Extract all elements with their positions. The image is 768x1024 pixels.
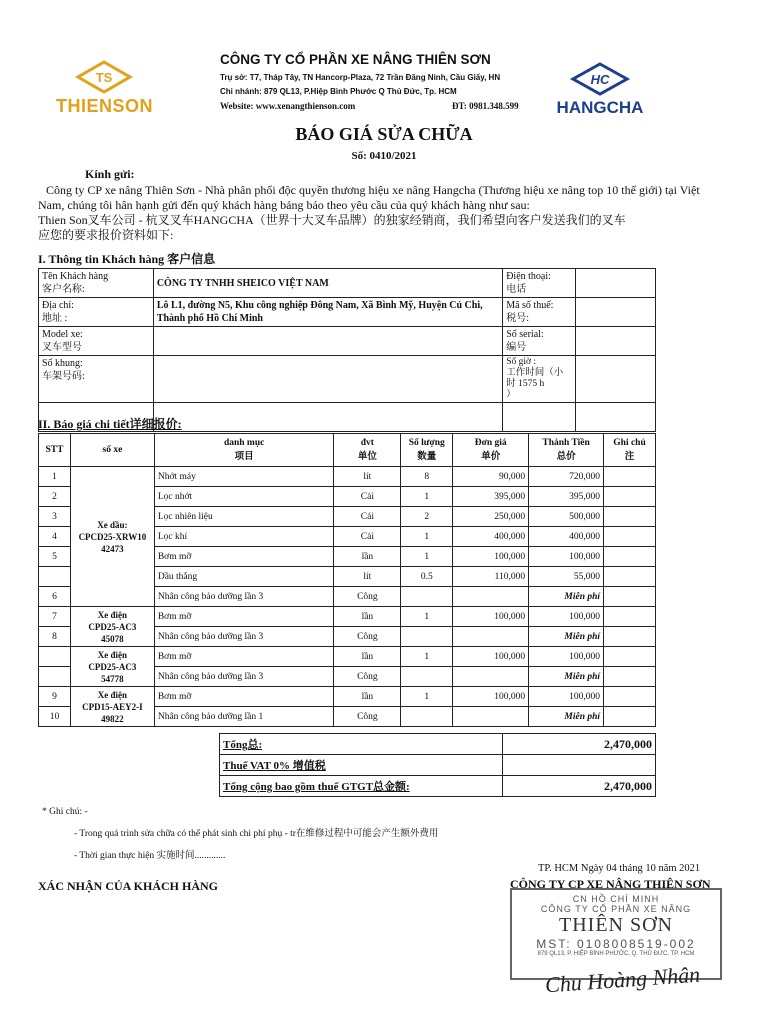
cell-stt: 7: [39, 607, 71, 627]
cell-price: 400,000: [453, 527, 529, 547]
empty-cell: [153, 403, 502, 432]
cell-total: 100,000: [529, 607, 604, 627]
svg-text:TS: TS: [95, 70, 113, 85]
cell-note: [604, 487, 656, 507]
grand-total-value: 2,470,000: [503, 776, 656, 797]
cell-price: 100,000: [453, 647, 529, 667]
model-label: Model xe: 叉车型号: [39, 327, 154, 356]
cell-price: 90,000: [453, 467, 529, 487]
cell-total: 55,000: [529, 567, 604, 587]
cell-qty: 1: [401, 687, 453, 707]
customer-address-label: Địa chỉ: 地址 :: [39, 298, 154, 327]
cell-item: Nhân công bảo dưỡng lần 1: [154, 707, 334, 727]
cell-unit: Công: [334, 707, 401, 727]
stamp-line: THIÊN SƠN: [559, 914, 673, 936]
company-phone: ĐT: 0981.348.599: [452, 101, 519, 111]
cell-note: [604, 467, 656, 487]
table-row: [39, 467, 656, 487]
stamp-line: CÔNG TY CỔ PHẦN XE NÂNG: [540, 904, 692, 914]
document-number: Số: 0410/2021: [351, 150, 417, 162]
cell-price: [453, 587, 529, 607]
cell-unit: lần: [334, 547, 401, 567]
section-quote-detail: II. Báo giá chi tiết详细报价:: [38, 417, 182, 431]
vat-value: [503, 755, 656, 776]
customer-phone: [576, 269, 656, 298]
cell-qty: 1: [401, 527, 453, 547]
signing-company: CÔNG TY CP XE NÂNG THIÊN SƠN: [510, 877, 711, 891]
cell-price: 395,000: [453, 487, 529, 507]
cell-note: [604, 527, 656, 547]
subtotal-label: Tổng总:: [220, 734, 503, 755]
cell-total: Miễn phí: [529, 587, 604, 607]
customer-name-label: Tên Khách hàng 客户名称:: [39, 269, 154, 298]
header-total: Thành Tiền 总价: [529, 434, 604, 467]
cell-total: 100,000: [529, 647, 604, 667]
company-address: Trụ sở: T7, Tháp Tây, TN Hancorp-Plaza, 72 Trần Đăng Ninh, Cầu Giấy, HN: [220, 73, 501, 82]
cell-item: Nhân công bảo dưỡng lần 3: [154, 667, 334, 687]
hours-value: [576, 356, 656, 403]
cell-item: Lọc nhiên liệu: [154, 507, 334, 527]
table-row: [39, 687, 656, 707]
cell-unit: lít: [334, 467, 401, 487]
cell-unit: lần: [334, 647, 401, 667]
cell-qty: [401, 667, 453, 687]
empty-cell: [576, 403, 656, 432]
stamp-line: 879 QL13, P. HIỆP BÌNH PHƯỚC, Q. THỦ ĐỨC, TP. HCM: [537, 951, 695, 957]
cell-unit: Cái: [334, 527, 401, 547]
cell-price: 100,000: [453, 607, 529, 627]
cell-item: Bơm mỡ: [154, 647, 334, 667]
cell-note: [604, 687, 656, 707]
cell-note: [604, 567, 656, 587]
header-qty: Số lượng 数量: [401, 434, 453, 467]
cell-price: [453, 667, 529, 687]
cell-total: 400,000: [529, 527, 604, 547]
cell-qty: [401, 627, 453, 647]
notes-line: - Thời gian thực hiện 实施时间.............: [74, 851, 226, 861]
frame-value: [153, 356, 502, 403]
cell-unit: lần: [334, 607, 401, 627]
cell-price: [453, 627, 529, 647]
cell-note: [604, 667, 656, 687]
header-item: danh mục 项目: [154, 434, 334, 467]
hangcha-logo: [550, 62, 650, 118]
signature: Chu Hoàng Nhân: [544, 961, 701, 998]
cell-qty: [401, 707, 453, 727]
stamp-line: CN HỒ CHÍ MINH: [572, 894, 660, 904]
cell-item: Dầu thắng: [154, 567, 334, 587]
hangcha-logo-text: HANGCHA: [556, 98, 644, 117]
cell-total: Miễn phí: [529, 707, 604, 727]
cell-item: Bơm mỡ: [154, 607, 334, 627]
serial-value: [576, 327, 656, 356]
intro-line: Công ty CP xe nâng Thiên Sơn - Nhà phân phối độc quyền thương hiệu xe nâng Hangcha (Thương hiệu xe nâng top 10 thế giới) tại Việt: [46, 183, 700, 197]
quote-table: [38, 433, 656, 727]
cell-stt: [39, 647, 71, 667]
cell-note: [604, 507, 656, 527]
hangcha-logo-icon: [565, 62, 635, 96]
frame-label: Số khung: 车架号码:: [39, 356, 154, 403]
company-header: [220, 52, 519, 116]
table-row: [39, 647, 656, 667]
cell-vehicle: Xe điện CPD25-AC3 54778: [70, 647, 154, 687]
cell-item: Nhớt máy: [154, 467, 334, 487]
cell-note: [604, 547, 656, 567]
cell-vehicle: Xe điện CPD25-AC3 45078: [70, 607, 154, 647]
cell-vehicle: Xe dầu: CPCD25-XRW10 42473: [70, 467, 154, 607]
cell-stt: 5: [39, 547, 71, 567]
cell-stt: 2: [39, 487, 71, 507]
intro-line: 应您的要求报价资料如下:: [38, 228, 174, 242]
cell-total: 500,000: [529, 507, 604, 527]
cell-item: Bơm mỡ: [154, 547, 334, 567]
serial-label: Số serial: 编号: [503, 327, 576, 356]
cell-qty: 1: [401, 487, 453, 507]
cell-price: 100,000: [453, 547, 529, 567]
cell-stt: 9: [39, 687, 71, 707]
document-date: TP. HCM Ngày 04 tháng 10 năm 2021: [538, 863, 701, 874]
cell-item: Nhân công bảo dưỡng lần 3: [154, 627, 334, 647]
cell-item: Lọc nhớt: [154, 487, 334, 507]
thienson-logo-text: THIENSON: [56, 96, 154, 116]
notes: [42, 801, 438, 867]
cell-total: 100,000: [529, 687, 604, 707]
customer-tax-label: Mã số thuế: 税号:: [503, 298, 576, 327]
header-vehicle: số xe: [70, 434, 154, 467]
header-price: Đơn giá 单价: [453, 434, 529, 467]
cell-stt: [39, 667, 71, 687]
cell-item: Nhân công bảo dưỡng lần 3: [154, 587, 334, 607]
company-name: CÔNG TY CỔ PHẦN XE NÂNG THIÊN SƠN: [220, 52, 491, 67]
cell-total: 100,000: [529, 547, 604, 567]
cell-qty: 0.5: [401, 567, 453, 587]
cell-qty: 8: [401, 467, 453, 487]
cell-total: Miễn phí: [529, 667, 604, 687]
thienson-logo: [56, 60, 152, 117]
table-row: [39, 607, 656, 627]
section-customer-info: I. Thông tin Khách hàng 客户信息: [38, 252, 216, 266]
cell-qty: 1: [401, 647, 453, 667]
customer-tax: [576, 298, 656, 327]
header-note: Ghi chú 注: [604, 434, 656, 467]
vat-label: Thuế VAT 0% 增值税: [220, 755, 503, 776]
cell-stt: [39, 567, 71, 587]
greeting: Kính gửi:: [85, 167, 135, 181]
cell-qty: [401, 587, 453, 607]
header-stt: STT: [39, 434, 71, 467]
company-branch: Chi nhánh: 879 QL13, P.Hiệp Bình Phước Q Thủ Đức, Tp. HCM: [220, 87, 457, 96]
cell-stt: 1: [39, 467, 71, 487]
cell-price: [453, 707, 529, 727]
cell-unit: lần: [334, 687, 401, 707]
header-unit: đvt 单位: [334, 434, 401, 467]
customer-phone-label: Điện thoại: 电话: [503, 269, 576, 298]
cell-qty: 1: [401, 547, 453, 567]
cell-stt: 4: [39, 527, 71, 547]
cell-unit: Cái: [334, 487, 401, 507]
totals-table: [219, 733, 656, 797]
thienson-logo-icon: [74, 60, 134, 94]
cell-stt: 10: [39, 707, 71, 727]
hours-label: Số giờ : 工作时间（小时 1575 h ）: [503, 356, 576, 403]
customer-confirmation: XÁC NHẬN CỦA KHÁCH HÀNG: [38, 879, 218, 893]
cell-note: [604, 647, 656, 667]
customer-name: CÔNG TY TNHH SHEICO VIỆT NAM: [153, 269, 502, 298]
company-website[interactable]: Website: www.xenangthienson.com: [220, 101, 356, 111]
customer-address: Lô L1, đường N5, Khu công nghiệp Đông Nam, Xã Bình Mỹ, Huyện Củ Chi, Thành phố Hồ Chí Minh: [153, 298, 502, 327]
cell-note: [604, 587, 656, 607]
cell-unit: Cái: [334, 507, 401, 527]
cell-note: [604, 627, 656, 647]
cell-qty: 2: [401, 507, 453, 527]
cell-unit: Công: [334, 667, 401, 687]
grand-total-label: Tổng cộng bao gồm thuế GTGT总金额:: [220, 776, 503, 797]
stamp-line: MST: 0108008519-002: [536, 937, 696, 951]
intro-line: Nam, chúng tôi hân hạnh gửi đến quý khách hàng bảng báo theo yêu cầu của quý khách hàng như sau:: [38, 198, 530, 212]
notes-line: - Trong quá trình sửa chữa có thể phát sinh chi phí phụ - tr在维修过程中可能会产生额外费用: [74, 829, 439, 839]
cell-total: 395,000: [529, 487, 604, 507]
cell-price: 250,000: [453, 507, 529, 527]
notes-heading: * Ghi chú: -: [42, 807, 88, 817]
cell-vehicle: Xe điện CPD15-AEY2-I 49822: [70, 687, 154, 727]
cell-unit: Công: [334, 627, 401, 647]
cell-note: [604, 707, 656, 727]
cell-total: Miễn phí: [529, 627, 604, 647]
cell-price: 100,000: [453, 687, 529, 707]
cell-note: [604, 607, 656, 627]
cell-unit: Công: [334, 587, 401, 607]
cell-item: Lọc khí: [154, 527, 334, 547]
intro-line: Thien Son叉车公司 - 杭叉叉车HANGCHA（世界十大叉车品牌）的独家经销商，我们希望向客户发送我们的叉车: [38, 213, 626, 227]
cell-stt: 8: [39, 627, 71, 647]
customer-info-table: [38, 268, 656, 432]
empty-cell: [503, 403, 576, 432]
cell-item: Bơm mỡ: [154, 687, 334, 707]
cell-unit: lít: [334, 567, 401, 587]
cell-stt: 6: [39, 587, 71, 607]
cell-qty: 1: [401, 607, 453, 627]
svg-text:HC: HC: [590, 72, 610, 87]
cell-stt: 3: [39, 507, 71, 527]
model-value: [153, 327, 502, 356]
document-title: BÁO GIÁ SỬA CHỮA: [295, 124, 473, 144]
quote-table-header: [39, 434, 656, 467]
intro-text: [38, 183, 738, 243]
cell-price: 110,000: [453, 567, 529, 587]
subtotal-value: 2,470,000: [503, 734, 656, 755]
cell-total: 720,000: [529, 467, 604, 487]
